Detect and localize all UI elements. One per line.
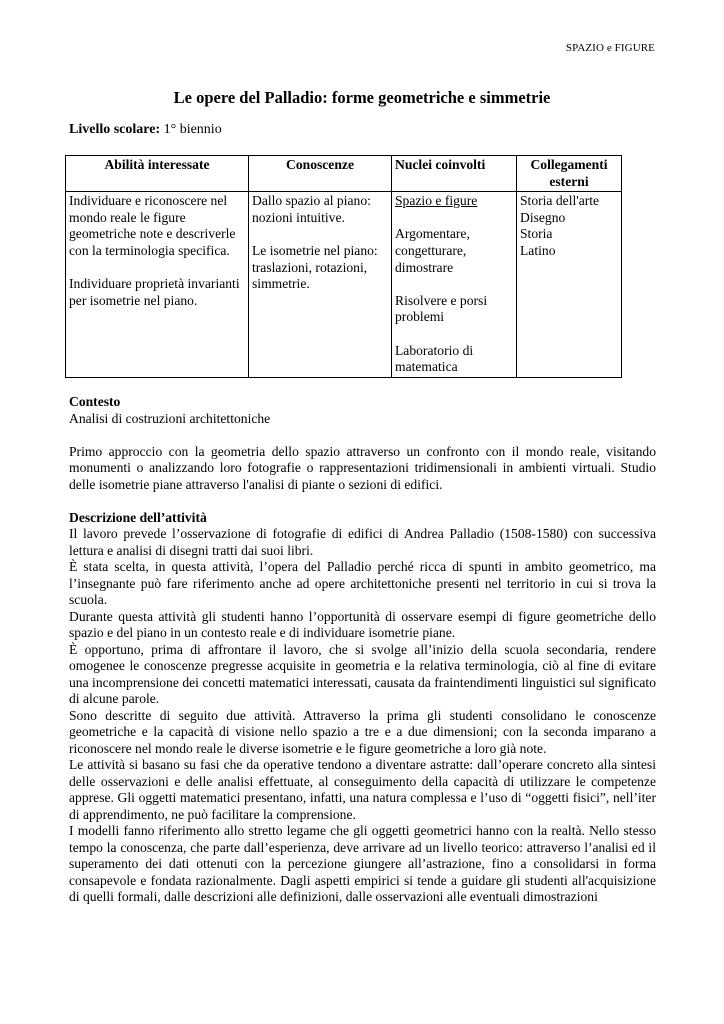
contesto-paragraph: Primo approccio con la geometria dello spazio attraverso un confronto con il mondo reale, visitando monumenti o analizzando loro fotografie o rappresentazioni tridimensionali in ambienti virtuali. Studio delle isometrie piane attraverso l'analisi di piante o sezioni di edifici. xyxy=(69,443,656,492)
cell-abilita xyxy=(66,192,249,378)
nuclei-main: Spazio e figure xyxy=(395,193,478,209)
descrizione-paragraph: È opportuno, prima di affrontare il lavoro, che si svolge all’inizio della scuola secondaria, rendere omogenee le conoscenze pregresse acquisite in geometria e la relativa terminologia, ciò al fine di evitare una incomprensione dei concetti matematici interessati, causata da fraintendimenti linguistici sul significato di alcune parole. xyxy=(69,641,656,706)
table-header-row xyxy=(66,156,622,192)
collegamenti-item: Storia dell'arte xyxy=(520,193,600,209)
header-nuclei: Nuclei coinvolti xyxy=(392,156,517,192)
descrizione-paragraph: Il lavoro prevede l’osservazione di fotografie di edifici di Andrea Palladio (1508-1580) con successiva lettura e analisi di disegni tratti dai suoi libri. xyxy=(69,526,656,558)
cell-nuclei xyxy=(392,192,517,378)
school-level-label: Livello scolare: xyxy=(69,122,161,137)
cell-collegamenti xyxy=(517,192,622,378)
descrizione-paragraph: È stata scelta, in questa attività, l’opera del Palladio perché ricca di spunti in ambito geometrico, ma l’insegnante può fare riferimento anche ad opere architettoniche presenti nel territorio in cui si trova la scuola. xyxy=(69,559,656,607)
header-conoscenze: Conoscenze xyxy=(249,156,392,192)
conoscenze-item: Dallo spazio al piano: nozioni intuitive. xyxy=(252,193,371,225)
nuclei-item: Laboratorio di matematica xyxy=(395,342,474,375)
collegamenti-item: Storia xyxy=(520,226,553,242)
collegamenti-item: Disegno xyxy=(520,209,566,225)
nuclei-item: Argomentare, congetturare, dimostrare xyxy=(395,226,470,275)
abilita-item: Individuare proprietà invarianti per isometrie nel piano. xyxy=(69,276,240,308)
descrizione-paragraph: Sono descritte di seguito due attività. Attraverso la prima gli studenti consolidano le conoscenze geometriche e la capacità di visione nello spazio a tre e a due dimensioni; con la seconda imparano a riconoscere nel mondo reale le diverse isometrie e le figure geometriche a loro già note. xyxy=(69,707,656,756)
school-level-value: 1° biennio xyxy=(163,122,222,137)
school-level xyxy=(69,122,222,138)
page-header-section: SPAZIO e FIGURE xyxy=(565,42,655,54)
curriculum-table xyxy=(65,155,622,378)
cell-conoscenze xyxy=(249,192,392,378)
table-row xyxy=(66,192,622,378)
descrizione-paragraph: Durante questa attività gli studenti hanno l’opportunità di osservare esempi di figure geometriche dello spazio e del piano in un contesto reale e di individuare isometrie piane. xyxy=(69,608,656,640)
collegamenti-item: Latino xyxy=(520,242,556,258)
nuclei-item: Risolvere e porsi problemi xyxy=(395,292,488,325)
document-title: Le opere del Palladio: forme geometriche e simmetrie xyxy=(173,88,551,107)
descrizione-paragraph: Le attività si basano su fasi che da operative tendono a diventare astratte: dall’operare concreto alla sintesi delle osservazioni e delle analisi effettuate, al conseguimento della capacità di utilizzare le competenze apprese. Gli oggetti matematici presentano, infatti, una natura complessa e l’uso di “oggetti fisici”, nell’iter di apprendimento, ne può facilitare la comprensione. xyxy=(69,757,656,822)
header-abilita: Abilità interessate xyxy=(66,156,249,192)
descrizione-paragraph: I modelli fanno riferimento allo stretto legame che gli oggetti geometrici hanno con la realtà. Nello stesso tempo la conoscenza, che parte dall’esperienza, deve arrivare ad un livello teorico: attraverso l’analisi ed il superamento dei dati ottenuti con la percezione giungere all’astrazione, fino a consolidarsi in forma consapevole e fondata razionalmente. Dagli aspetti empirici si tende a guidare gli studenti all'acquisizione di quelli formali, dalle descrizioni alle definizioni, dalle osservazioni alle eventuali dimostrazioni xyxy=(69,823,656,904)
descrizione-heading: Descrizione dell’attività xyxy=(69,509,207,525)
document-body xyxy=(69,394,656,906)
abilita-item: Individuare e riconoscere nel mondo reale le figure geometriche note e descriverle con la terminologia specifica. xyxy=(69,193,236,258)
conoscenze-item: Le isometrie nel piano: traslazioni, rotazioni, simmetrie. xyxy=(252,242,378,292)
contesto-line: Analisi di costruzioni architettoniche xyxy=(69,410,271,426)
header-collegamenti: Collegamenti esterni xyxy=(517,156,622,192)
contesto-heading: Contesto xyxy=(69,394,121,409)
